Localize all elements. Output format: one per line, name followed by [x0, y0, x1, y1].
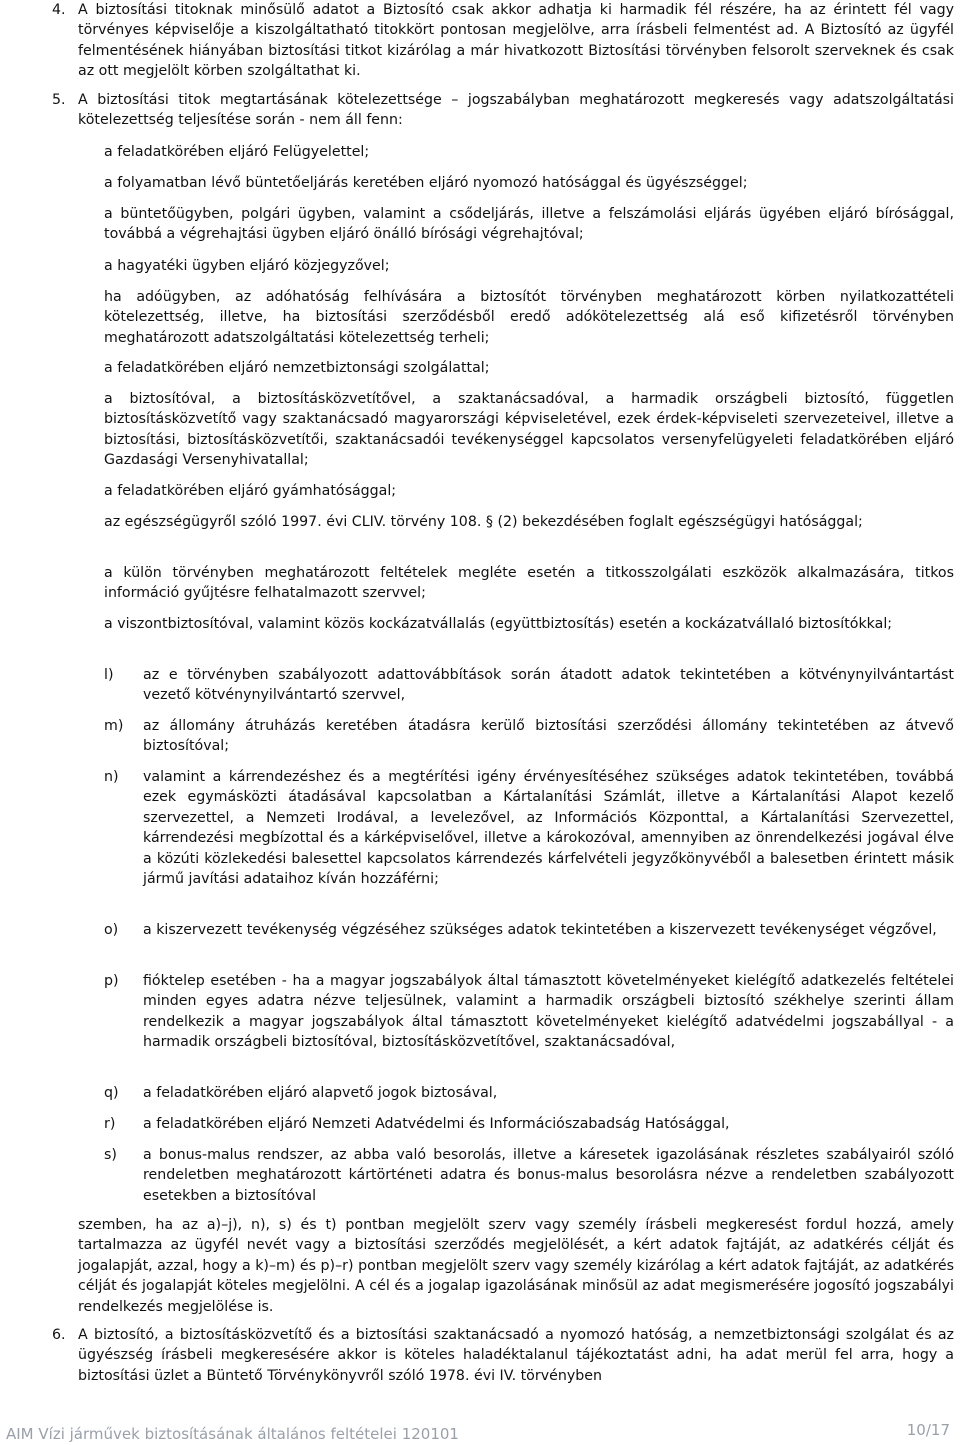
paragraph-text: A biztosító, a biztosításközvetítő és a biztosítási szaktanácsadó a nyomozó hatóság, a nemzetbiztonsági szolgálat és az ügyészség írásbeli megkeresésére akkor is köteles haladéktalanul tájékoztatást adni, ha adat merül fel arra, hogy a biztosítási üzlet a Büntető Törvénykönyvről szóló 1978. évi IV. törvényben	[78, 1327, 954, 1384]
paragraph-4	[52, 0, 954, 82]
list-item: a feladatkörében eljáró nemzetbiztonsági szolgálattal;	[104, 360, 490, 376]
item-text: az állomány átruházás keretében átadásra kerülő biztosítási szerződési állomány tekintetében az átvevő biztosítóval;	[143, 718, 954, 755]
item-label: l)	[104, 667, 114, 683]
paragraph-6	[52, 1325, 954, 1386]
list-item: a feladatkörében eljáró gyámhatósággal;	[104, 483, 397, 499]
item-label: p)	[104, 973, 119, 989]
list-item: a hagyatéki ügyben eljáró közjegyzővel;	[104, 258, 390, 274]
list-item: ha adóügyben, az adóhatóság felhívására a biztosítót törvényben meghatározott körben nyilatkozattételi kötelezettség, illetve, ha biztosítási szerződésből eredő adókötelezettség alá eső kifizetésről törvényben meghatározott adatszolgáltatási kötelezettség terheli;	[104, 289, 954, 346]
list-item	[104, 204, 954, 245]
item-text: a bonus-malus rendszer, az abba való besorolás, illetve a káresetek igazolásának részletes szabályairól szóló rendeletben meghatározott kártörténeti adatra és bonus-malus besorolásra nézve a rendeletben szabályozott esetekben a biztosítóval	[143, 1147, 954, 1204]
list-item: a viszontbiztosítóval, valamint közös kockázatvállalás (együttbiztosítás) esetén a kockázatvállaló biztosítókkal;	[104, 616, 893, 632]
item-label: r)	[104, 1116, 116, 1132]
list-item-text: a büntetőügyben, polgári ügyben, valamint a csődeljárás, illetve a felszámolási eljárás ügyében eljáró bírósággal, továbbá a végrehajtási ügyben eljáró önálló bírósági végrehajtóval;	[104, 206, 954, 243]
paragraph-number: 6.	[52, 1327, 66, 1343]
item-text: valamint a kárrendezéshez és a megtérítési igény érvényesítéséhez szükséges adatok tekintetében, továbbá ezek egymásközti átadásával kapcsolatban a Kártalanítási Számlát, illetve a Kártalanítási Alapot kezelő szervezettel, a Nemzeti Irodával, a levelezővel, az Információs Központtal, a Kártalanítási Szervezettel, kárrendezési megbízottal és a kárképviselővel, illetve a károkozóval, amennyiben az önrendelkezési jogával élve a közúti közlekedési balesettel kapcsolatos kárrendezés kárfelvételi jegyzőkönyvéből a balesetben érintett másik jármű javítási adataihoz kíván hozzáférni;	[143, 769, 954, 888]
item-label: o)	[104, 922, 119, 938]
page-number: 10/17	[906, 1421, 950, 1439]
item-label: n)	[104, 769, 119, 785]
list-item: a biztosítóval, a biztosításközvetítővel, a szaktanácsadóval, a harmadik országbeli biztosító, független biztosításközvetítő vagy szaktanácsadó magyarországi képviseletével, ezek érdek-képviseleti szervezeteivel, illetve a biztosítási, biztosításközvetítői, szaktanácsadói tevékenységgel kapcsolatos versenyfelügyeleti feladatkörében eljáró Gazdasági Versenyhivatallal;	[104, 391, 954, 469]
paragraph-5	[52, 90, 954, 131]
list-item: az egészségügyről szóló 1997. évi CLIV. törvény 108. § (2) bekezdésében foglalt egészségügyi hatósággal;	[104, 514, 863, 530]
list-item: a folyamatban lévő büntetőeljárás keretében eljáró nyomozó hatósággal és ügyészséggel;	[104, 175, 748, 191]
item-text: fióktelep esetében - ha a magyar jogszabályok által támasztott követelményeket kielégítő adatkezelés feltételei minden egyes adatra nézve teljesülnek, valamint a harmadik országbeli biztosító székhelye szerinti állam rendelkezik a magyar jogszabályok által támasztott követelményeket kielégítő adatvédelmi jogszabállyal - a harmadik országbeli biztosítóval, biztosításközvetítővel, szaktanácsadóval,	[143, 973, 954, 1051]
item-label: q)	[104, 1085, 119, 1101]
list-item: a feladatkörében eljáró Felügyelettel;	[104, 144, 370, 160]
item-label: m)	[104, 718, 124, 734]
item-text: a feladatkörében eljáró Nemzeti Adatvédelmi és Információszabadság Hatósággal,	[143, 1116, 730, 1132]
list-item: a külön törvényben meghatározott feltételek megléte esetén a titkosszolgálati eszközök alkalmazására, titkos információ gyűjtésre felhatalmazott szervvel;	[104, 565, 954, 602]
paragraph-text: A biztosítási titoknak minősülő adatot a Biztosító csak akkor adhatja ki harmadik fél részére, ha az érintett fél vagy törvényes képviselője a kiszolgáltatható titokkört pontosan megjelölve, arra írásbeli felmentést ad. A Biztosító az ügyfél felmentésének hiányában biztosítási titkot kizárólag a már hivatkozott Biztosítási törvényben felsorolt szerveknek és csak az ott megjelölt körben szolgáltathat ki.	[78, 2, 954, 80]
item-label: s)	[104, 1147, 117, 1163]
footer-title: AIM Vízi járművek biztosításának általános feltételei 120101	[6, 1425, 459, 1443]
page-footer	[0, 1418, 960, 1445]
paragraph-number: 4.	[52, 2, 66, 18]
item-text: az e törvényben szabályozott adattovábbítások során átadott adatok tekintetében a kötvénynyilvántartást vezető kötvénynyilvántartó szervvel,	[143, 667, 954, 704]
closing-paragraph: szemben, ha az a)–j), n), s) és t) pontban megjelölt szerv vagy személy írásbeli megkeresést fordul hozzá, amely tartalmazza az ügyfél nevét vagy a biztosítási szerződés megjelölését, a kért adatok fajtáját, az adatkérés célját és jogalapját, azzal, hogy a k)–m) és p)–r) pontban megjelölt szerv vagy személy kizárólag a kért adatok fajtáját, az adatkérés célját és jogalapját köteles megjelölni. A cél és a jogalap igazolásának minősül az adat megismerésére jogosító jogszabályi rendelkezés megjelölése is.	[78, 1217, 954, 1315]
paragraph-number: 5.	[52, 92, 66, 108]
item-text: a kiszervezett tevékenység végzéséhez szükséges adatok tekintetében a kiszervezett tevékenységet végzővel,	[143, 922, 937, 938]
paragraph-text: A biztosítási titok megtartásának kötelezettsége – jogszabályban meghatározott megkeresés vagy adatszolgáltatási kötelezettség teljesítése során - nem áll fenn:	[78, 92, 954, 129]
item-text: a feladatkörében eljáró alapvető jogok biztosával,	[143, 1085, 498, 1101]
